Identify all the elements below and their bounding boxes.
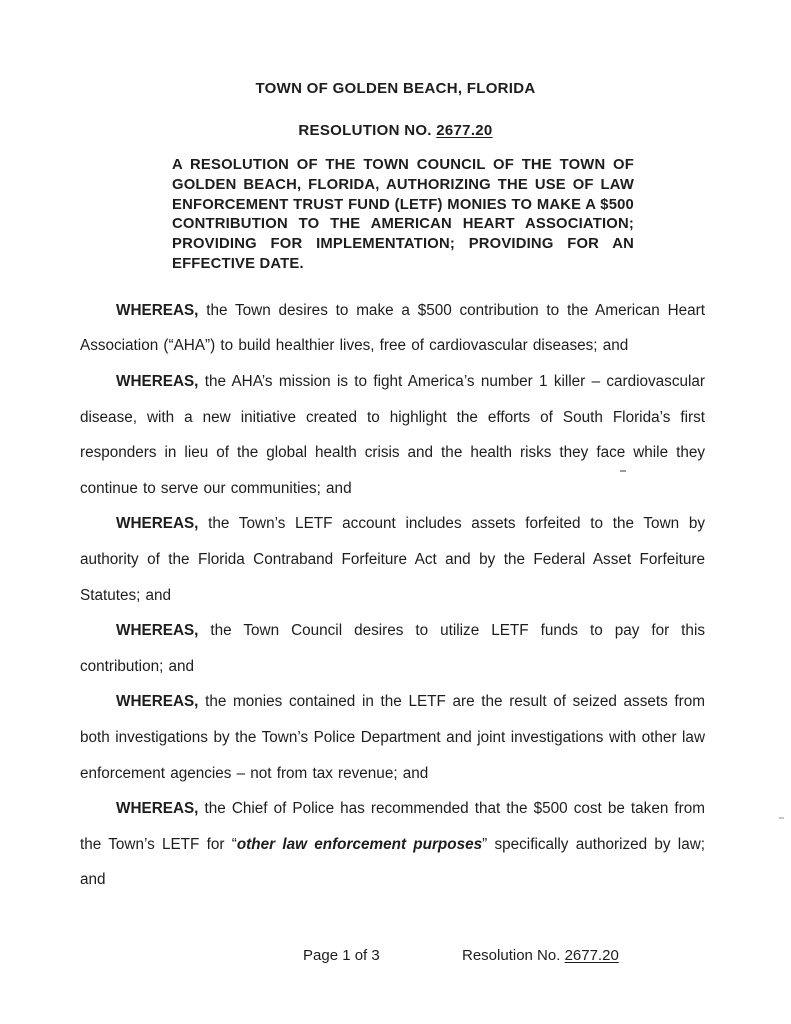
scan-artifact bbox=[779, 817, 784, 819]
whereas-text: ” specifically authorized by law; and bbox=[80, 835, 705, 889]
whereas-clause-5 bbox=[80, 684, 705, 791]
document-title: TOWN OF GOLDEN BEACH, FLORIDA bbox=[255, 80, 536, 97]
whereas-text: the Town desires to make a $500 contribution to the American Heart Association (“AHA”) to build healthier lives, free of cardiovascular diseases; and bbox=[80, 301, 705, 355]
footer-resolution-number: 2677.20 bbox=[564, 947, 619, 964]
whereas-text: the AHA’s mission is to fight America’s number 1 killer – cardiovascular disease, with a new initiative created to highlight the efforts of South Florida’s first responders in lieu of the global health crisis and the health risks they face while they continue to serve our communities; and bbox=[80, 372, 705, 497]
whereas-lead: WHEREAS, bbox=[116, 800, 199, 818]
whereas-clause-1 bbox=[80, 293, 705, 364]
resolution-caption: A RESOLUTION OF THE TOWN COUNCIL OF THE TOWN OF GOLDEN BEACH, FLORIDA, AUTHORIZING THE USE OF LAW ENFORCEMENT TRUST FUND (LETF) MONIES TO MAKE A $500 CONTRIBUTION TO THE AMERICAN HEART ASSOCIATION; PROVIDING FOR IMPLEMENTATION; PROVIDING FOR AN EFFECTIVE DATE. bbox=[172, 157, 634, 272]
whereas-text: the monies contained in the LETF are the result of seized assets from both investigations by the Town’s Police Department and joint investigations with other law enforcement agencies – not from tax revenue; and bbox=[80, 693, 705, 782]
resolution-number-value: 2677.20 bbox=[436, 122, 493, 139]
whereas-lead: WHEREAS, bbox=[116, 372, 199, 390]
whereas-text: the Town Council desires to utilize LETF funds to pay for this contribution; and bbox=[80, 622, 705, 675]
resolution-number-heading bbox=[0, 122, 791, 140]
whereas-text: the Town’s LETF account includes assets forfeited to the Town by authority of the Florida Contraband Forfeiture Act and by the Federal Asset Forfeiture Statutes; and bbox=[80, 515, 705, 604]
whereas-lead: WHEREAS, bbox=[116, 515, 199, 533]
page-number: Page 1 of 3 bbox=[303, 947, 380, 964]
resolution-number-label: RESOLUTION NO. bbox=[298, 122, 437, 139]
whereas-clause-2 bbox=[80, 364, 705, 506]
footer-resolution bbox=[462, 946, 619, 966]
whereas-lead: WHEREAS, bbox=[116, 622, 199, 640]
whereas-clause-3 bbox=[80, 506, 705, 613]
footer-resolution-label: Resolution No. bbox=[462, 947, 565, 964]
scan-artifact bbox=[620, 470, 626, 472]
whereas-text: the Chief of Police has recommended that the $500 cost be taken from the Town’s LETF for “ bbox=[80, 800, 705, 853]
whereas-lead: WHEREAS, bbox=[116, 693, 199, 711]
whereas-clause-4 bbox=[80, 613, 705, 684]
emphasized-phrase: other law enforcement purposes bbox=[236, 835, 483, 853]
whereas-lead: WHEREAS, bbox=[116, 301, 199, 319]
whereas-clause-6 bbox=[80, 791, 705, 898]
document-body bbox=[80, 293, 705, 898]
